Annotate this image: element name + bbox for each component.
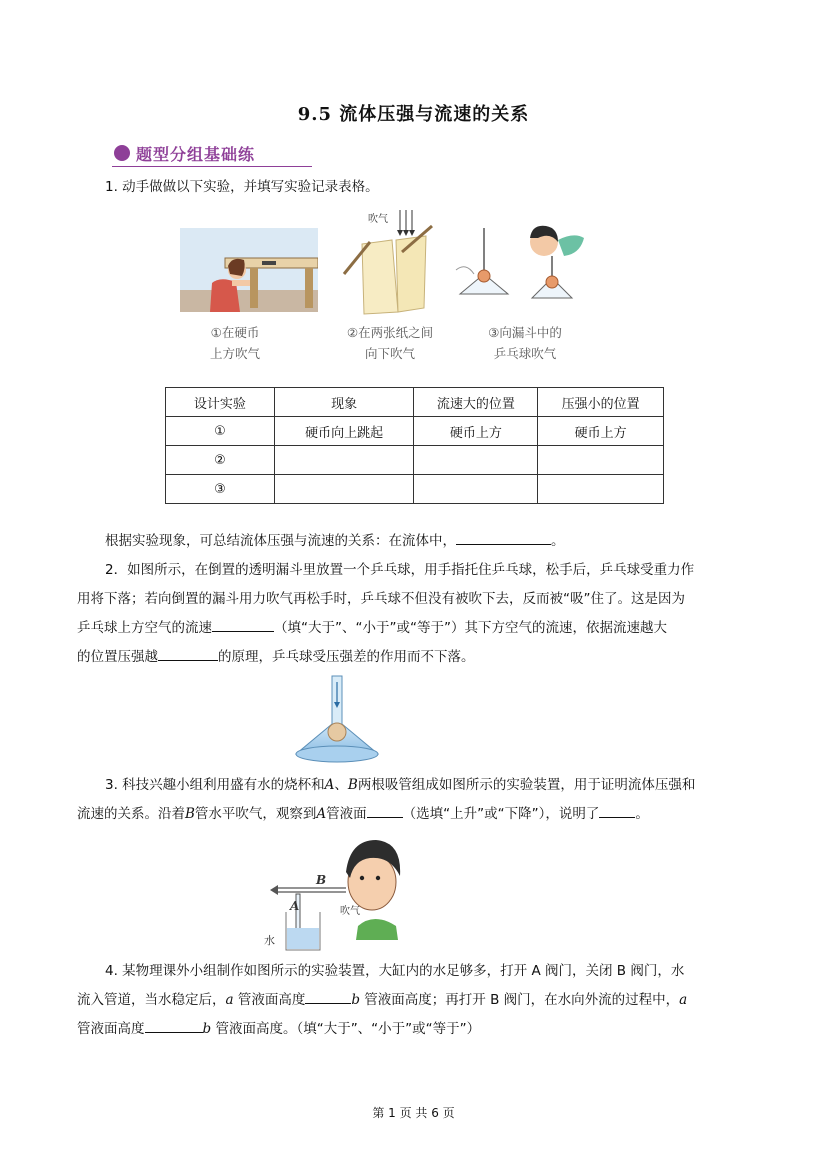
fig-label-water: 水	[264, 934, 275, 947]
table-cell[interactable]	[274, 475, 414, 504]
q4-line2	[77, 986, 757, 1015]
q2-line3-a: 乒乓球上方空气的流速	[77, 620, 212, 636]
table-cell: ③	[166, 475, 275, 504]
q3-var-A: A	[316, 806, 327, 822]
question-3	[77, 771, 757, 829]
table-cell: 硬币向上跳起	[274, 417, 414, 446]
fig-label-blow: 吹气	[340, 906, 360, 917]
table-cell[interactable]	[274, 446, 414, 475]
answer-blank[interactable]	[158, 644, 218, 661]
q4-line2-b: 管液面高度	[233, 992, 306, 1008]
figure-coin-blow	[180, 228, 318, 312]
q4-line2-a: 流入管道，当水稳定后，	[77, 992, 226, 1008]
figure-funnel	[292, 674, 384, 766]
caption-2-line2: 向下吹气	[364, 346, 415, 361]
table-header-cell: 流速大的位置	[414, 388, 538, 417]
answer-blank[interactable]	[212, 615, 274, 632]
answer-blank[interactable]	[367, 801, 403, 818]
table-cell[interactable]	[414, 446, 538, 475]
table-row	[166, 446, 664, 475]
q4-var-b: b	[351, 992, 361, 1008]
caption-1	[185, 322, 285, 364]
table-header-cell: 设计实验	[166, 388, 275, 417]
answer-blank[interactable]	[145, 1016, 203, 1033]
q4-var-a: a	[225, 992, 234, 1008]
q4-var-a: a	[679, 992, 688, 1008]
figure-straws-beaker	[258, 832, 408, 956]
figure-funnel-ball	[452, 218, 592, 302]
fig-label-A: A	[290, 899, 300, 913]
q4-line1: 4. 某物理课外小组制作如图所示的实验装置，大缸内的水足够多，打开 A 阀门，关闭 B 阀门，水	[105, 963, 685, 979]
caption-2	[330, 322, 450, 364]
caption-1-line2: 上方吹气	[209, 346, 260, 361]
question-4	[77, 957, 757, 1044]
answer-blank[interactable]	[599, 801, 635, 818]
q2-line3-b: （填“大于”、“小于”或“等于”）其下方空气的流速，依据流速越大	[274, 620, 667, 636]
q3-line2-d: （选填“上升”或“下降”），说明了	[402, 806, 600, 822]
table-cell: ①	[166, 417, 275, 446]
table-cell: 硬币上方	[414, 417, 538, 446]
question-1-conclusion	[105, 527, 565, 556]
q4-var-b: b	[202, 1021, 212, 1037]
table-cell[interactable]	[414, 475, 538, 504]
question-2	[77, 556, 757, 672]
q3-line1-c: 两根吸管组成如图所示的实验装置，用于证明流体压强和	[357, 777, 696, 793]
figure-two-papers	[340, 208, 435, 316]
question-1-stem: 1. 动手做做以下实验，并填写实验记录表格。	[105, 179, 379, 195]
q2-line2: 用将下落；若向倒置的漏斗用力吹气再松手时，乒乓球不但没有被吹下去，反而被“吸”住了。这是因为	[77, 591, 685, 607]
q2-line3	[77, 614, 757, 643]
q3-line2-e: 。	[635, 806, 649, 822]
table-header-cell: 压强小的位置	[538, 388, 664, 417]
q3-line1-b: 、	[334, 777, 348, 793]
section-heading	[112, 142, 312, 168]
q2-line4	[77, 643, 757, 672]
table-header-row	[166, 388, 664, 417]
caption-3-line2: 乒乓球吹气	[493, 346, 557, 361]
q4-line2-c: 管液面高度；再打开 B 阀门，在水向外流的过程中，	[360, 992, 680, 1008]
table-row	[166, 417, 664, 446]
q3-line2-c: 管液面	[326, 806, 367, 822]
q4-line3	[77, 1015, 757, 1044]
bullet-dot-icon	[114, 145, 130, 161]
table-cell[interactable]	[538, 446, 664, 475]
q3-line2-b: 管水平吹气，观察到	[194, 806, 317, 822]
q3-line2-a: 流速的关系。沿着	[77, 806, 185, 822]
q2-line1: 2．如图所示，在倒置的透明漏斗里放置一个乒乓球，用手指托住乒乓球，松手后，乒乓球受重力作	[105, 562, 695, 578]
table-cell[interactable]	[538, 475, 664, 504]
q3-var-A: A	[324, 777, 335, 793]
section-heading-text: 题型分组基础练	[136, 145, 256, 164]
fig-label-B: B	[316, 873, 327, 887]
fig-blow-label: 吹气	[368, 214, 388, 225]
table-cell: 硬币上方	[538, 417, 664, 446]
section-underline	[112, 166, 312, 167]
q3-line1-a: 3. 科技兴趣小组利用盛有水的烧杯和	[105, 777, 325, 793]
caption-3	[465, 322, 585, 364]
caption-3-line1: ③向漏斗中的	[488, 325, 562, 340]
conclusion-suffix: 。	[551, 533, 565, 549]
conclusion-prefix: 根据实验现象，可总结流体压强与流速的关系：在流体中，	[105, 533, 456, 549]
experiment-record-table	[165, 387, 664, 504]
q4-line3-a: 管液面高度	[77, 1021, 145, 1037]
table-header-cell: 现象	[274, 388, 414, 417]
caption-1-line1: ①在硬币	[210, 325, 260, 340]
page-footer: 第 1 页 共 6 页	[372, 1106, 455, 1120]
q2-line4-a: 的位置压强越	[77, 649, 158, 665]
q2-line4-b: 的原理，乒乓球受压强差的作用而不下落。	[218, 649, 475, 665]
answer-blank[interactable]	[305, 987, 351, 1004]
q3-var-B: B	[347, 777, 358, 793]
q3-line2	[77, 800, 757, 829]
caption-2-line1: ②在两张纸之间	[346, 325, 434, 340]
q3-line1	[77, 771, 757, 800]
page-title: 9.5 流体压强与流速的关系	[297, 104, 530, 125]
answer-blank[interactable]	[456, 528, 551, 545]
q3-var-B: B	[185, 806, 195, 822]
table-row	[166, 475, 664, 504]
q4-line3-b: 管液面高度。（填“大于”、“小于”或“等于”）	[211, 1021, 481, 1037]
table-cell: ②	[166, 446, 275, 475]
